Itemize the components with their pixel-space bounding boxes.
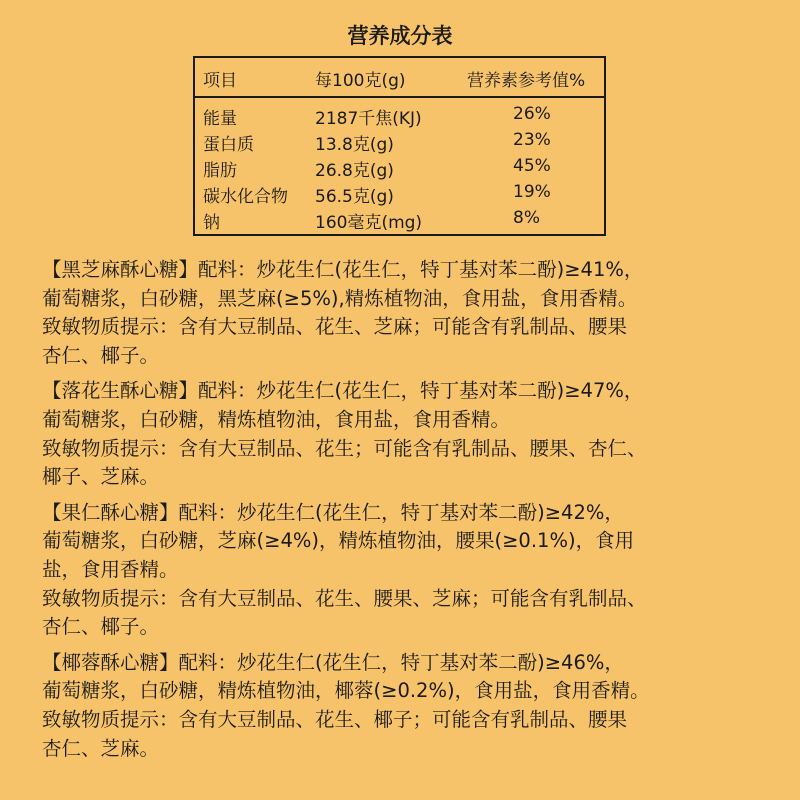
allergen-text [42,313,782,370]
ingredients-line: 葡萄糖浆，白砂糖，精炼植物油，食用盐，食用香精。 [42,407,511,431]
allergen-line: 杏仁、椰子。 [42,615,160,639]
row-item: 钠 [203,213,220,233]
ingredients-text [42,256,782,313]
product-block-nut [42,499,782,642]
allergen-line: 致敏物质提示：含有大豆制品、花生、椰子；可能含有乳制品、腰果 [42,707,628,731]
ingredients-text [42,377,782,434]
allergen-text [42,435,782,492]
ingredients-line: 【果仁酥心糖】配料：炒花生仁(花生仁，特丁基对苯二酚)≥42%， [42,500,624,524]
row-amount: 26.8克(g) [315,161,394,181]
ingredients-line: 【落花生酥心糖】配料：炒花生仁(花生仁，特丁基对苯二酚)≥47%， [42,379,644,403]
nutrition-table-header [195,58,604,98]
table-row [195,182,604,208]
row-nrv: 19% [513,182,551,202]
table-row [195,208,604,234]
header-nrv: 营养素参考值% [467,71,586,91]
ingredients-line: 【椰蓉酥心糖】配料：炒花生仁(花生仁，特丁基对苯二酚)≥46%， [42,650,624,674]
product-block-black-sesame [42,256,782,370]
table-row [195,130,604,156]
allergen-text [42,706,782,763]
row-item: 碳水化合物 [203,187,288,207]
row-amount: 2187千焦(KJ) [315,109,422,129]
row-nrv: 45% [513,156,551,176]
nutrition-table [193,56,606,236]
table-row [195,156,604,182]
ingredients-line: 盐，食用香精。 [42,557,179,581]
allergen-line: 致敏物质提示：含有大豆制品、花生、腰果、芝麻；可能含有乳制品、 [42,586,647,610]
product-descriptions [42,256,782,770]
row-item: 能量 [203,109,237,129]
header-item: 项目 [203,71,237,91]
allergen-line: 杏仁、芝麻。 [42,736,160,760]
ingredients-line: 葡萄糖浆，白砂糖，黑芝麻(≥5%),精炼植物油，食用盐，食用香精。 [42,286,638,310]
page-title: 营养成分表 [347,24,453,48]
allergen-text [42,585,782,642]
row-amount: 160毫克(mg) [315,213,423,233]
row-amount: 13.8克(g) [315,135,394,155]
table-row [195,104,604,130]
allergen-line: 致敏物质提示：含有大豆制品、花生、芝麻；可能含有乳制品、腰果 [42,315,628,339]
header-per-100g: 每100克(g) [315,71,406,91]
row-nrv: 8% [513,208,540,228]
allergen-line: 致敏物质提示：含有大豆制品、花生；可能含有乳制品、腰果、杏仁、 [42,436,647,460]
row-amount: 56.5克(g) [315,187,394,207]
ingredients-line: 葡萄糖浆，白砂糖，芝麻(≥4%)，精炼植物油，腰果(≥0.1%)，食用 [42,529,635,553]
allergen-line: 椰子、芝麻。 [42,465,160,489]
row-nrv: 26% [513,104,551,124]
product-block-coconut [42,649,782,763]
row-item: 脂肪 [203,161,237,181]
product-block-peanut [42,377,782,491]
allergen-line: 杏仁、椰子。 [42,343,160,367]
ingredients-line: 【黑芝麻酥心糖】配料：炒花生仁(花生仁，特丁基对苯二酚)≥41%， [42,258,644,281]
row-nrv: 23% [513,130,551,150]
ingredients-line: 葡萄糖浆，白砂糖，精炼植物油，椰蓉(≥0.2%)，食用盐，食用香精。 [42,679,650,703]
ingredients-text [42,649,782,706]
row-item: 蛋白质 [203,135,254,155]
ingredients-text [42,499,782,585]
